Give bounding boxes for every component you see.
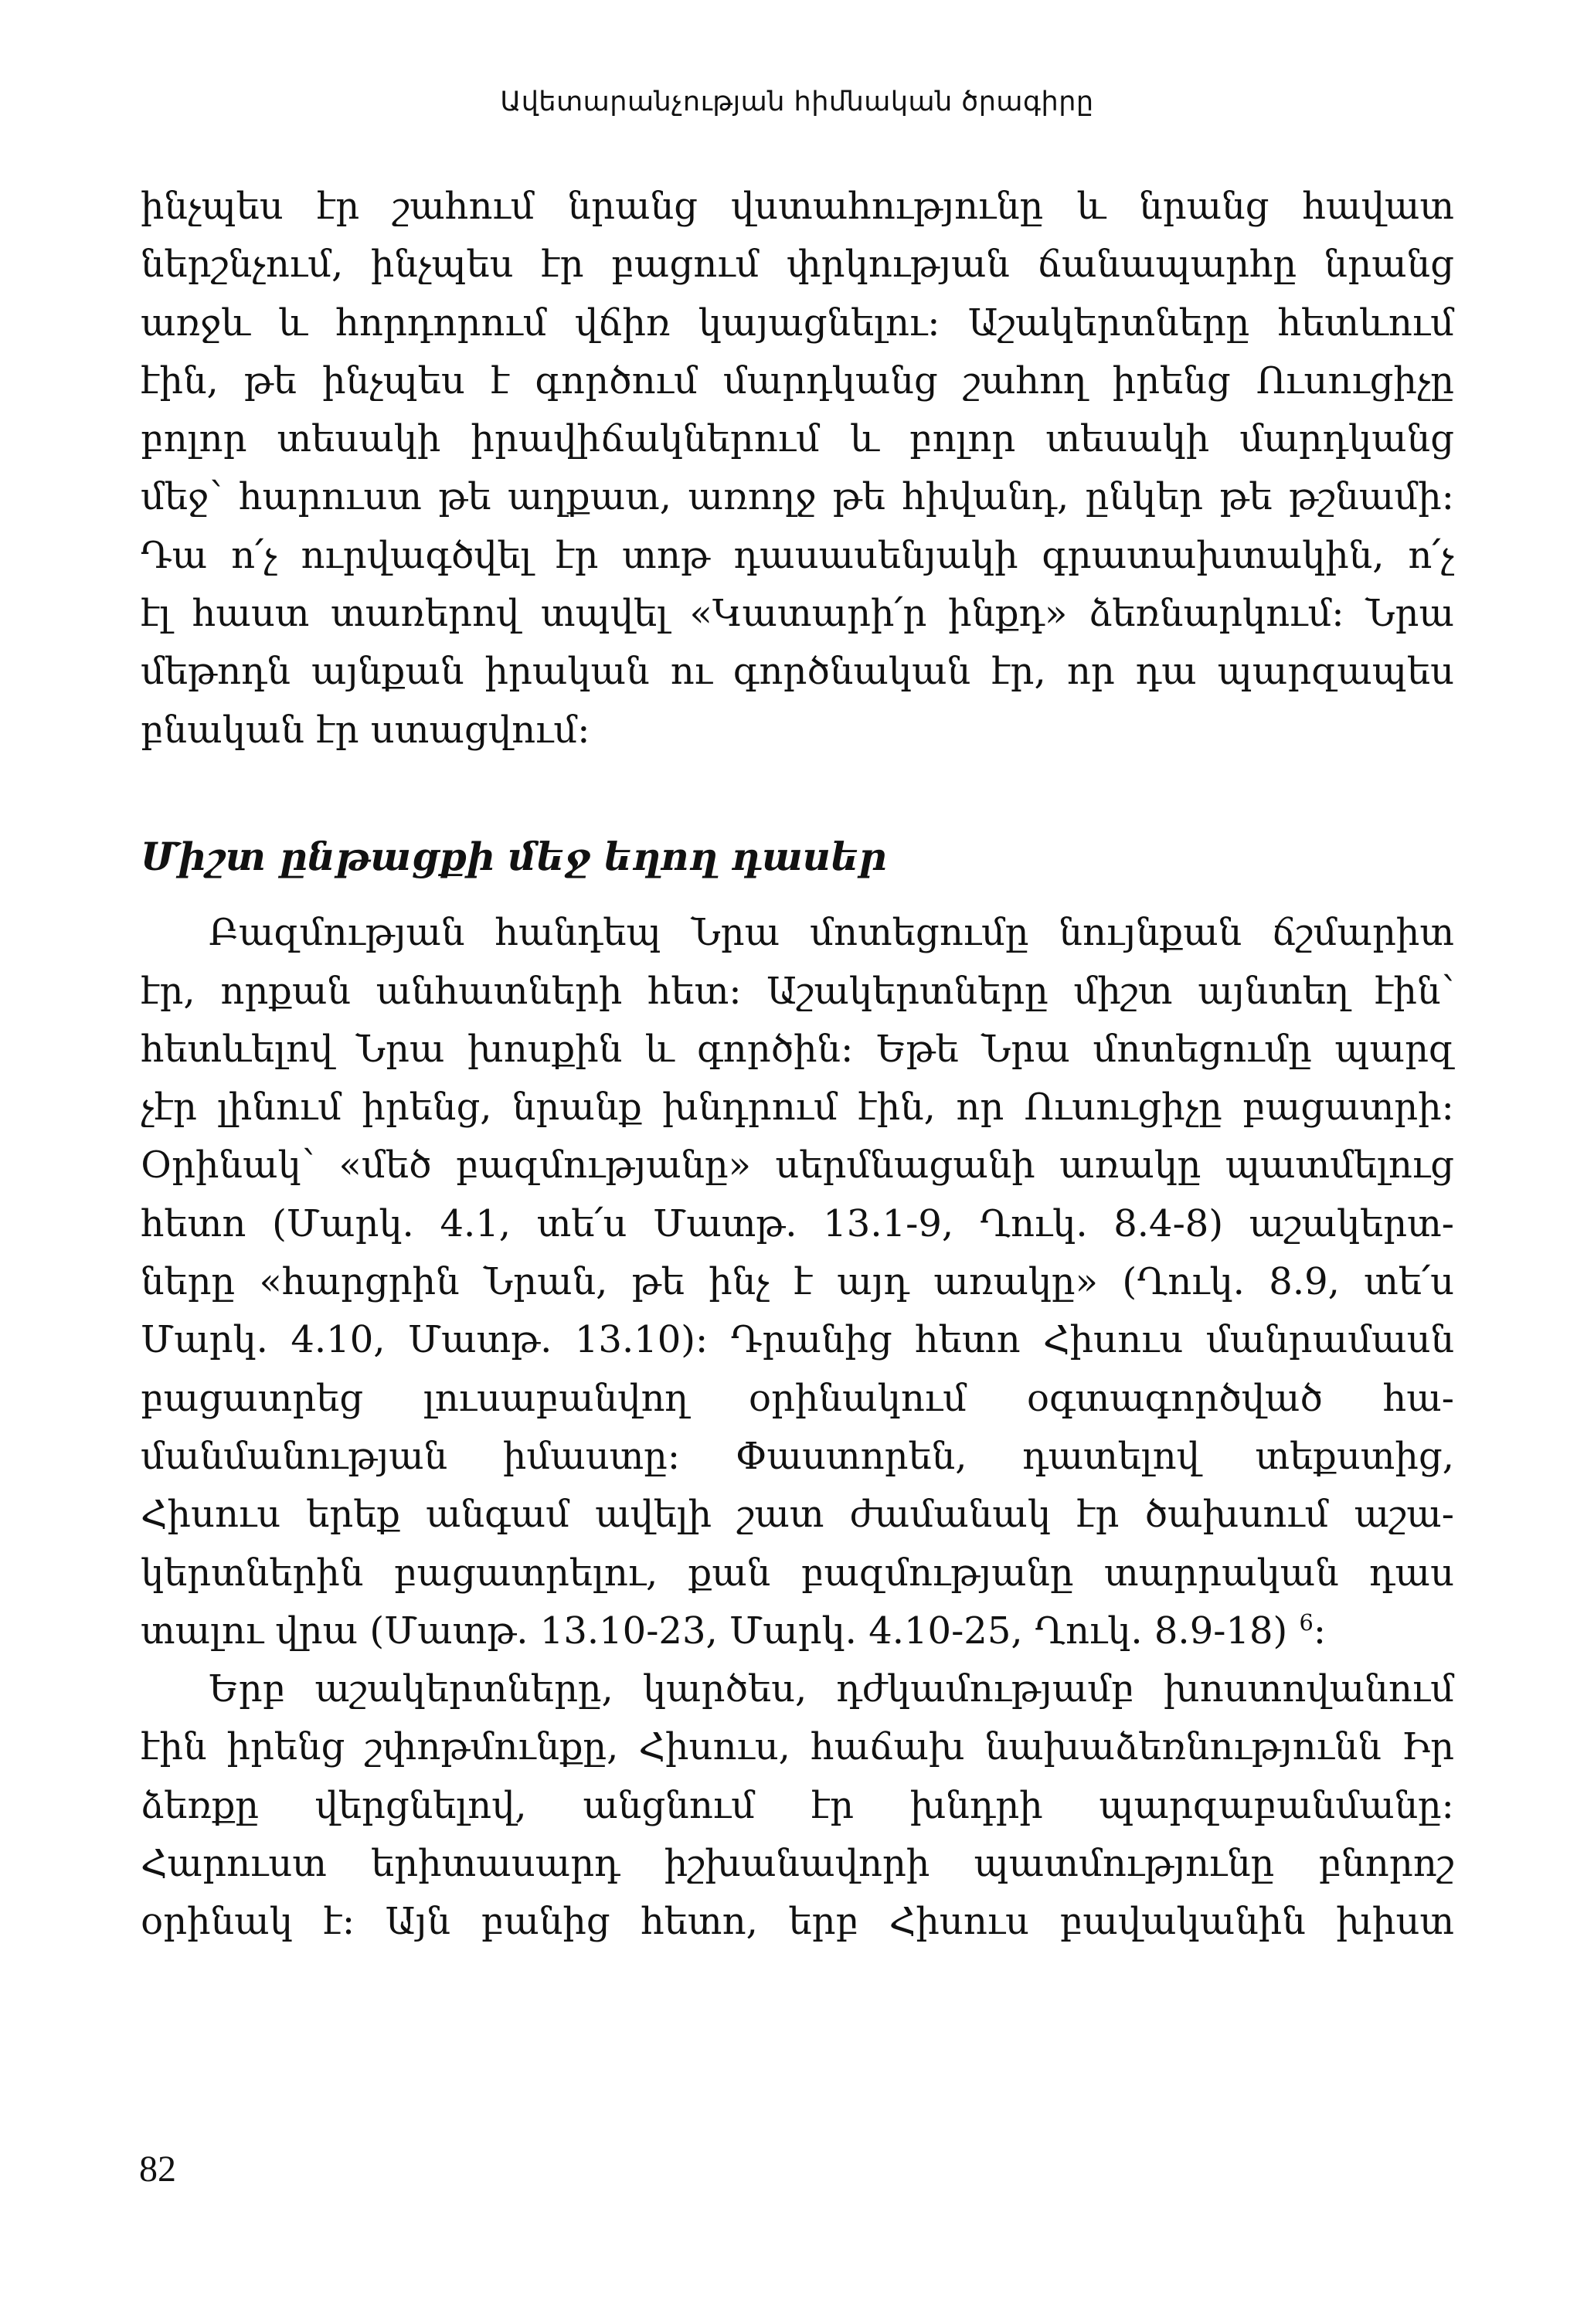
text-line: էլ հաստ տառերով տպվել «Կատարի՛ր ինքդ» ձեռնարկում։ Նրա (141, 592, 1454, 636)
text-line: բացատրեց լուսաբանվող օրինակում օգտագործված հա- (141, 1376, 1454, 1420)
footnote-reference[interactable]: 6 (1299, 1609, 1314, 1636)
text-segment: ։ (1313, 1609, 1327, 1653)
text-line: մեթոդն այնքան իրական ու գործնական էր, որ դա պարզապես (141, 650, 1454, 694)
text-line: ձեռքը վերցնելով, անցնում էր խնդրի պարզաբանմանը։ (141, 1783, 1454, 1827)
text-line: հետո (Մարկ. 4.1, տե՛ս Մատթ. 13.1-9, Ղուկ. 8.4-8) աշակերտ- (141, 1201, 1454, 1245)
text-line: հետևելով Նրա խոսքին և գործին։ Եթե Նրա մոտեցումը պարզ (141, 1027, 1454, 1071)
text-line (141, 1602, 1454, 1660)
text-line: մանմանության իմաստը։ Փաստորեն, դատելով տեքստից, (141, 1434, 1454, 1478)
text-line: Բազմության հանդեպ Նրա մոտեցումը նույնքան ճշմարիտ (209, 911, 1454, 955)
text-line: Օրինակ՝ «մեծ բազմությանը» սերմնացանի առակը պատմելուց (141, 1143, 1454, 1187)
text-line: Մարկ. 4.10, Մատթ. 13.10)։ Դրանից հետո Հիսուս մանրամասն (141, 1318, 1454, 1362)
section-heading: Միշտ ընթացքի մեջ եղող դասեր (141, 833, 887, 879)
text-line: էին իրենց շփոթմունքը, Հիսուս, հաճախ նախաձեռնությունն Իր (141, 1725, 1454, 1769)
text-line: մեջ՝ հարուստ թե աղքատ, առողջ թե հիվանդ, ընկեր թե թշնամի։ (141, 475, 1454, 519)
text-line: ներշնչում, ինչպես էր բացում փրկության ճանապարհը նրանց (141, 243, 1454, 287)
text-line: Հիսուս երեք անգամ ավելի շատ ժամանակ էր ծախսում աշա- (141, 1493, 1454, 1537)
text-line: բոլոր տեսակի իրավիճակներում և բոլոր տեսակի մարդկանց (141, 417, 1454, 461)
page-body (141, 178, 1454, 1952)
text-line: Դա ո՛չ ուրվագծվել էր տոթ դասասենյակի գրատախտակին, ո՛չ (141, 533, 1454, 577)
text-line: Հարուստ երիտասարդ իշխանավորի պատմությունը բնորոշ (141, 1842, 1454, 1886)
text-line: կերտներին բացատրելու, քան բազմությանը տարրական դաս (141, 1551, 1454, 1595)
text-line: օրինակ է։ Այն բանից հետո, երբ Հիսուս բավականին խիստ (141, 1900, 1454, 1944)
text-line: բնական էր ստացվում։ (141, 708, 590, 752)
text-line: էր, որքան անհատների հետ։ Աշակերտները միշտ այնտեղ էին՝ (141, 969, 1454, 1013)
page-number: 82 (139, 2149, 176, 2190)
paragraph (141, 1660, 1454, 1951)
paragraph (141, 904, 1454, 1660)
text-line: էին, թե ինչպես է գործում մարդկանց շահող իրենց Ուսուցիչը (141, 358, 1454, 403)
paragraph (141, 178, 1454, 759)
text-line: չէր լինում իրենց, նրանք խնդրում էին, որ Ուսուցիչը բացատրի։ (141, 1086, 1454, 1130)
text-line: Երբ աշակերտները, կարծես, դժկամությամբ խոստովանում (209, 1667, 1454, 1711)
running-head: Ավետարանչության հիմնական ծրագիրը (500, 87, 1094, 117)
text-line: ները «հարցրին Նրան, թե ինչ է այդ առակը» (Ղուկ. 8.9, տե՛ս (141, 1260, 1454, 1304)
text-line: ինչպես էր շահում նրանց վստահությունը և նրանց հավատ (141, 185, 1454, 228)
text-segment: տալու վրա (Մատթ. 13.10-23, Մարկ. 4.10-25, Ղուկ. 8.9-18) (141, 1609, 1300, 1653)
text-line: առջև և հորդորում վճիռ կայացնելու։ Աշակերտները հետևում (141, 301, 1454, 345)
